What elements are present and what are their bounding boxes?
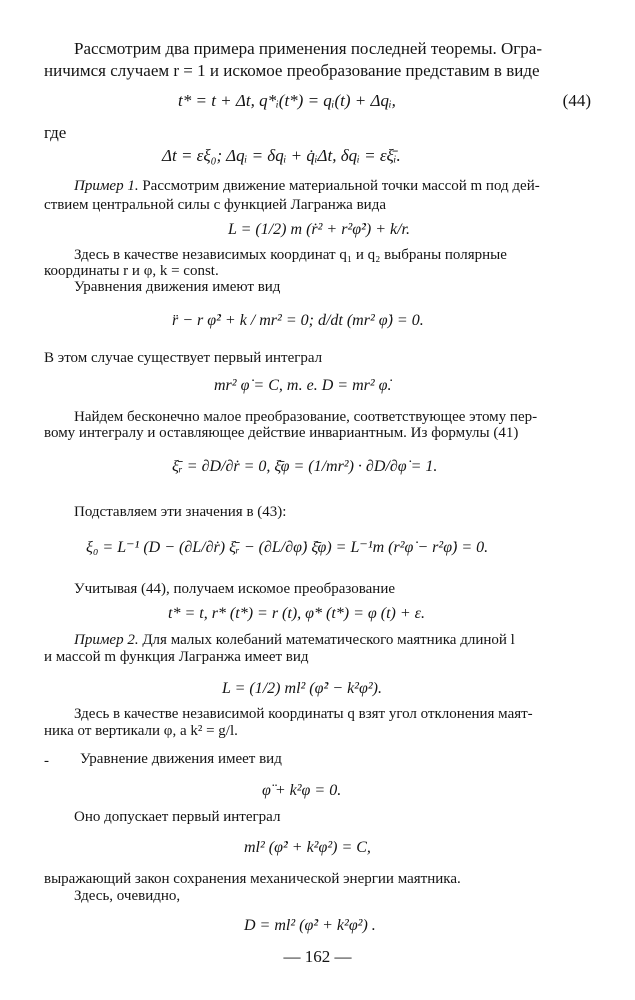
first-integral-intro-1: В этом случае существует первый интеграл — [44, 350, 323, 366]
page-number: — 162 — — [283, 947, 352, 966]
substitute-intro: Подставляем эти значения в (43): — [74, 504, 287, 520]
example-1-line-2: ствием центральной силы с функцией Лагранжа вида — [44, 197, 386, 213]
example-2-text: Для малых колебаний математического маятника длиной l — [138, 632, 515, 648]
example-2-line-1 — [74, 633, 515, 648]
d-equation: D = ml² (φ̇² + k²φ²) . — [244, 917, 376, 934]
result-equation: t* = t, r* (t*) = r (t), φ* (t*) = φ (t) + ε. — [168, 605, 425, 622]
coords-line-2: координаты r и φ, k = const. — [44, 263, 219, 279]
xi0-equation: ξ₀ = L⁻¹ (D − (∂L/∂ṙ) ξ̄ᵣ − (∂L/∂φ̇) ξ̄φ) = L⁻¹m (r²φ̇ − r²φ̇) = 0. — [86, 539, 489, 556]
find-line-2: вому интегралу и оставляющее действие инвариантным. Из формулы (41) — [44, 425, 519, 441]
coord-line-1: Здесь в качестве независимой координаты q взят угол отклонения маят- — [74, 706, 533, 722]
coord-line-2: ника от вертикали φ, а k² = g/l. — [44, 723, 238, 739]
first-integral-1: mr² φ̇ = C, т. е. D = mr² φ̇. — [214, 377, 392, 394]
example-1-text: Рассмотрим движение материальной точки массой m под дей- — [138, 178, 540, 194]
equation-44: t* = t + Δt, q*ᵢ(t*) = qᵢ(t) + Δqᵢ, — [178, 91, 396, 110]
obvious-line: Здесь, очевидно, — [74, 888, 181, 904]
example-1-line-1 — [74, 179, 540, 194]
example-2-line-2: и массой m функция Лагранжа имеет вид — [44, 649, 309, 665]
where-word: где — [44, 123, 67, 142]
first-integral-intro-2: Оно допускает первый интеграл — [74, 809, 281, 825]
result-intro: Учитывая (44), получаем искомое преобразование — [74, 581, 395, 597]
first-integral-2: ml² (φ̇² + k²φ²) = C, — [244, 839, 371, 856]
energy-line: выражающий закон сохранения механической энергии маятника. — [44, 871, 461, 887]
motion-intro-1: Уравнения движения имеют вид — [74, 279, 281, 295]
find-line-1: Найдем бесконечно малое преобразование, соответствующее этому пер- — [74, 409, 538, 425]
motion-equation-2: φ̈ + k²φ = 0. — [262, 782, 342, 799]
equation-delta: Δt = εξ₀; Δqᵢ = δqᵢ + q̇ᵢΔt, δqᵢ = εξ̄ᵢ. — [162, 146, 401, 165]
lagrangian-2: L = (1/2) ml² (φ̇² − k²φ²). — [222, 680, 382, 697]
motion-equation-1: r̈ − r φ̇² + k / mr² = 0; d/dt (mr² φ̇) = 0. — [172, 312, 424, 329]
lagrangian-1: L = (1/2) m (ṙ² + r²φ̇²) + k/r. — [228, 221, 411, 238]
coords-line-1: Здесь в качестве независимых координат q₁ и q₂ выбраны полярные — [74, 247, 507, 263]
example-1-label: Пример 1. — [74, 178, 139, 194]
example-2-label: Пример 2. — [74, 632, 139, 648]
intro-line-1: Рассмотрим два примера применения последней теоремы. Огра- — [74, 39, 542, 58]
xi-equation: ξ̄ᵣ = ∂D/∂ṙ = 0, ξ̄φ = (1/mr²) · ∂D/∂φ̇ = 1. — [172, 458, 438, 475]
margin-dash: - — [44, 753, 49, 769]
equation-44-number: (44) — [562, 91, 591, 110]
intro-line-2: ничимся случаем r = 1 и искомое преобразование представим в виде — [44, 61, 540, 80]
motion-intro-2: Уравнение движения имеет вид — [80, 751, 282, 767]
